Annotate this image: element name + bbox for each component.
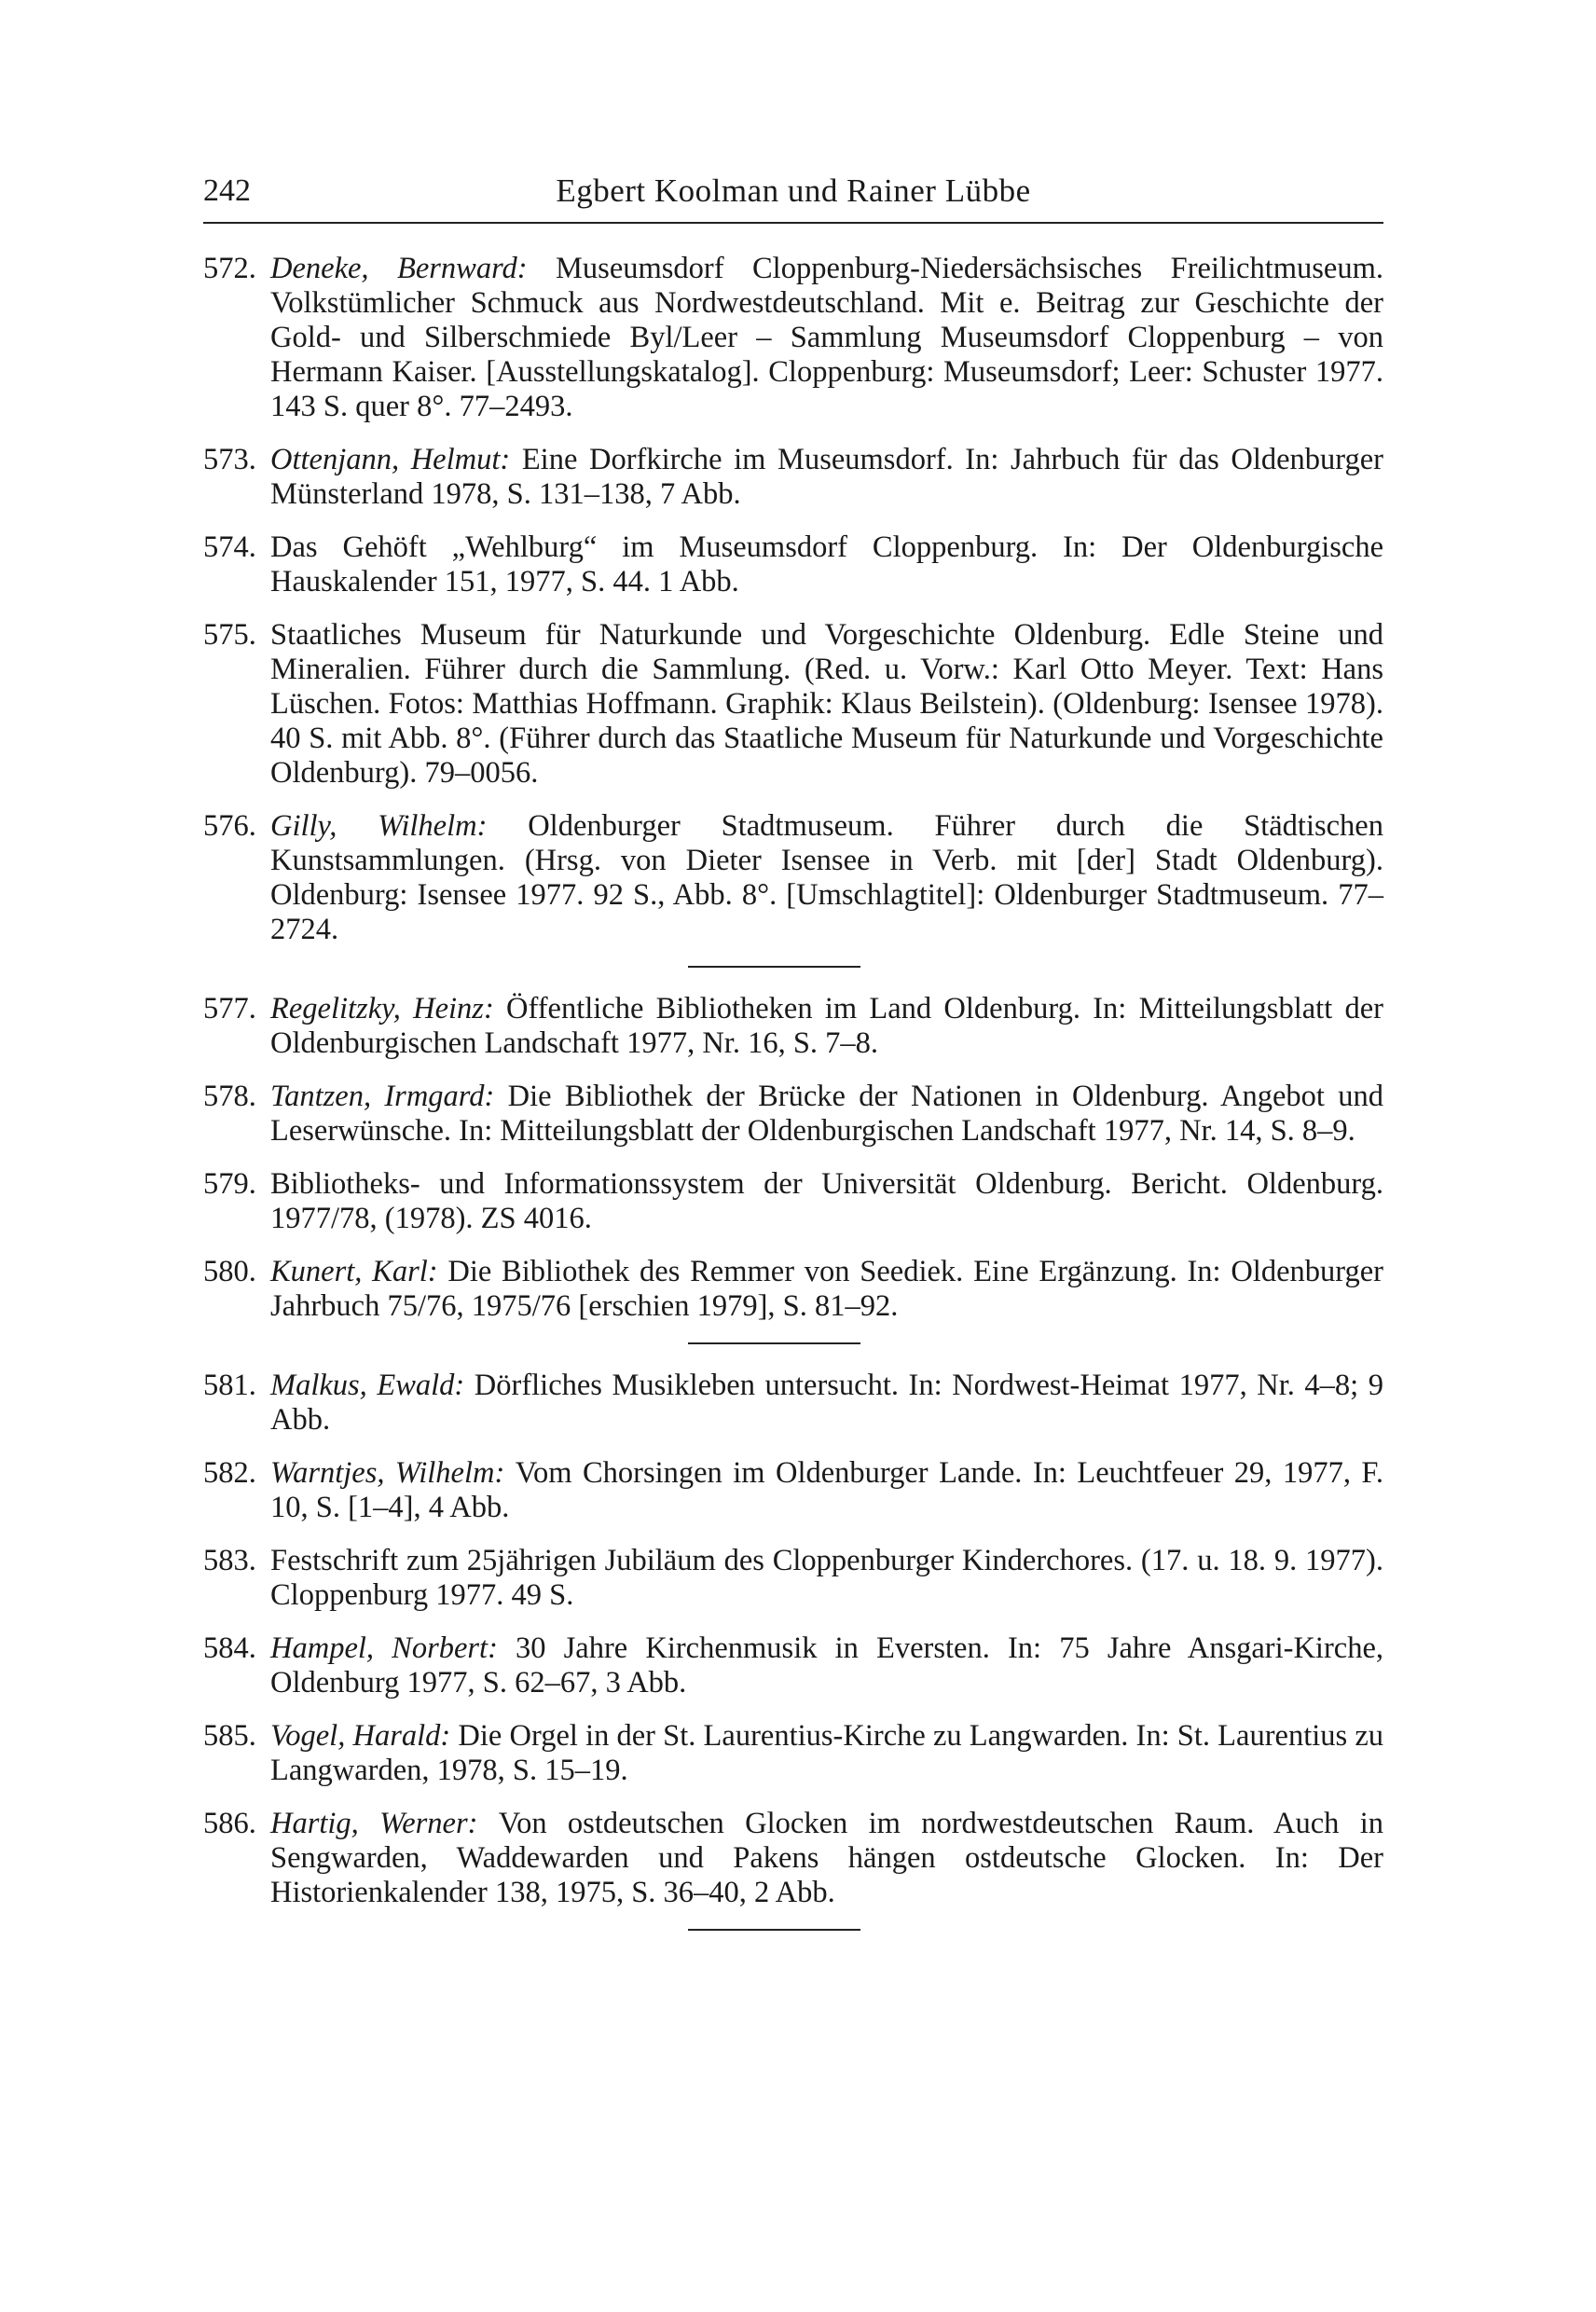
entry-number: 575.	[203, 618, 256, 652]
entry-number: 584.	[203, 1631, 256, 1665]
entry-text: Öffentliche Bibliotheken im Land Oldenburg. In: Mitteilungsblatt der Oldenburgischen Landschaft 1977, Nr. 16, S. 7–8.	[270, 992, 1383, 1060]
entry-author: Hartig, Werner:	[270, 1807, 499, 1840]
entry-number: 574.	[203, 530, 256, 564]
section-divider	[688, 1342, 860, 1344]
bibliography-entry	[203, 618, 1383, 791]
bibliography-entry	[203, 252, 1383, 424]
entry-number: 581.	[203, 1369, 256, 1402]
entry-number: 585.	[203, 1719, 256, 1753]
entry-number: 578.	[203, 1080, 256, 1113]
entry-text: Staatliches Museum für Naturkunde und Vorgeschichte Oldenburg. Edle Steine und Mineralien. Führer durch die Sammlung. (Red. u. Vorw.: Karl Otto Meyer. Text: Hans Lüschen. Fotos: Matthias Hoffmann. Graphik: Klaus Beilstein). (Oldenburg: Isensee 1978). 40 S. mit Abb. 8°. (Führer durch das Staatliche Museum für Naturkunde und Vorgeschichte Oldenburg). 79–0056.	[270, 618, 1383, 790]
entry-author: Tantzen, Irmgard:	[270, 1080, 508, 1113]
entry-number: 577.	[203, 992, 256, 1025]
entry-author: Vogel, Harald:	[270, 1719, 459, 1753]
page-number: 242	[203, 173, 251, 208]
bibliography-entry	[203, 1369, 1383, 1438]
entry-text: Bibliotheks- und Informationssystem der Universität Oldenburg. Bericht. Oldenburg. 1977/78, (1978). ZS 4016.	[270, 1167, 1383, 1235]
entry-text: Vom Chorsingen im Oldenburger Lande. In: Leuchtfeuer 29, 1977, F. 10, S. [1–4], 4 Abb.	[270, 1456, 1383, 1524]
entry-text: Museumsdorf Cloppenburg-Niedersächsisches Freilichtmuseum. Volkstümlicher Schmuck aus Nordwestdeutschland. Mit e. Beitrag zur Geschichte der Gold- und Silberschmiede Byl/Leer – Sammlung Museumsdorf Cloppenburg – von Hermann Kaiser. [Ausstellungskatalog]. Cloppenburg: Museumsdorf; Leer: Schuster 1977. 143 S. quer 8°. 77–2493.	[270, 252, 1383, 423]
entry-number: 580.	[203, 1255, 256, 1288]
entry-text: Die Bibliothek der Brücke der Nationen in Oldenburg. Angebot und Leserwünsche. In: Mitteilungsblatt der Oldenburgischen Landschaft 1977, Nr. 14, S. 8–9.	[270, 1080, 1383, 1148]
entry-text: Oldenburger Stadtmuseum. Führer durch die Städtischen Kunstsammlungen. (Hrsg. von Dieter Isensee in Verb. mit [der] Stadt Oldenburg). Oldenburg: Isensee 1977. 92 S., Abb. 8°. [Umschlagtitel]: Oldenburger Stadtmuseum. 77–2724.	[270, 809, 1383, 946]
entry-author: Warntjes, Wilhelm:	[270, 1456, 516, 1490]
entry-number: 582.	[203, 1456, 256, 1490]
bibliography-entry	[203, 1544, 1383, 1613]
entry-author: Ottenjann, Helmut:	[270, 443, 522, 476]
bibliography-entry	[203, 1631, 1383, 1700]
entry-text: Die Orgel in der St. Laurentius-Kirche zu Langwarden. In: St. Laurentius zu Langwarden, 1978, S. 15–19.	[270, 1719, 1383, 1787]
entry-author: Regelitzky, Heinz:	[270, 992, 507, 1025]
entry-author: Kunert, Karl:	[270, 1255, 448, 1288]
entry-number: 583.	[203, 1544, 256, 1577]
entry-number: 586.	[203, 1807, 256, 1840]
entry-number: 576.	[203, 809, 256, 843]
bibliography-list	[203, 252, 1383, 1955]
section-divider	[688, 1929, 860, 1931]
bibliography-entry	[203, 1080, 1383, 1149]
bibliography-entry	[203, 1456, 1383, 1525]
section-divider	[688, 966, 860, 968]
entry-text: Das Gehöft „Wehlburg“ im Museumsdorf Cloppenburg. In: Der Oldenburgische Hauskalender 151, 1977, S. 44. 1 Abb.	[270, 530, 1383, 599]
entry-author: Malkus, Ewald:	[270, 1369, 475, 1402]
entry-number: 579.	[203, 1167, 256, 1201]
bibliography-entry	[203, 809, 1383, 947]
bibliography-entry	[203, 443, 1383, 512]
entry-text: Die Bibliothek des Remmer von Seediek. Eine Ergänzung. In: Oldenburger Jahrbuch 75/76, 1975/76 [erschien 1979], S. 81–92.	[270, 1255, 1383, 1323]
bibliography-entry	[203, 1719, 1383, 1788]
entry-author: Gilly, Wilhelm:	[270, 809, 529, 843]
bibliography-entry	[203, 1255, 1383, 1324]
bibliography-entry	[203, 1167, 1383, 1236]
entry-number: 573.	[203, 443, 256, 476]
entry-text: Eine Dorfkirche im Museumsdorf. In: Jahrbuch für das Oldenburger Münsterland 1978, S. 131–138, 7 Abb.	[270, 443, 1384, 511]
entry-number: 572.	[203, 252, 256, 285]
entry-text: Von ostdeutschen Glocken im nordwestdeutschen Raum. Auch in Sengwarden, Waddewarden und Pakens hängen ostdeutsche Glocken. In: Der Historienkalender 138, 1975, S. 36–40, 2 Abb.	[270, 1807, 1383, 1909]
entry-text: Festschrift zum 25jährigen Jubiläum des Cloppenburger Kinderchores. (17. u. 18. 9. 1977). Cloppenburg 1977. 49 S.	[270, 1544, 1383, 1612]
entry-author: Deneke, Bernward:	[270, 252, 557, 285]
running-head: Egbert Koolman und Rainer Lübbe	[556, 172, 1031, 209]
entry-author: Hampel, Norbert:	[270, 1631, 516, 1665]
bibliography-entry	[203, 530, 1383, 599]
bibliography-entry	[203, 992, 1383, 1061]
entry-text: 30 Jahre Kirchenmusik in Eversten. In: 75 Jahre Ansgari-Kirche, Oldenburg 1977, S. 62–67, 3 Abb.	[270, 1631, 1383, 1700]
bibliography-entry	[203, 1807, 1383, 1910]
entry-text: Dörfliches Musikleben untersucht. In: Nordwest-Heimat 1977, Nr. 4–8; 9 Abb.	[270, 1369, 1383, 1437]
page-header	[203, 170, 1383, 224]
